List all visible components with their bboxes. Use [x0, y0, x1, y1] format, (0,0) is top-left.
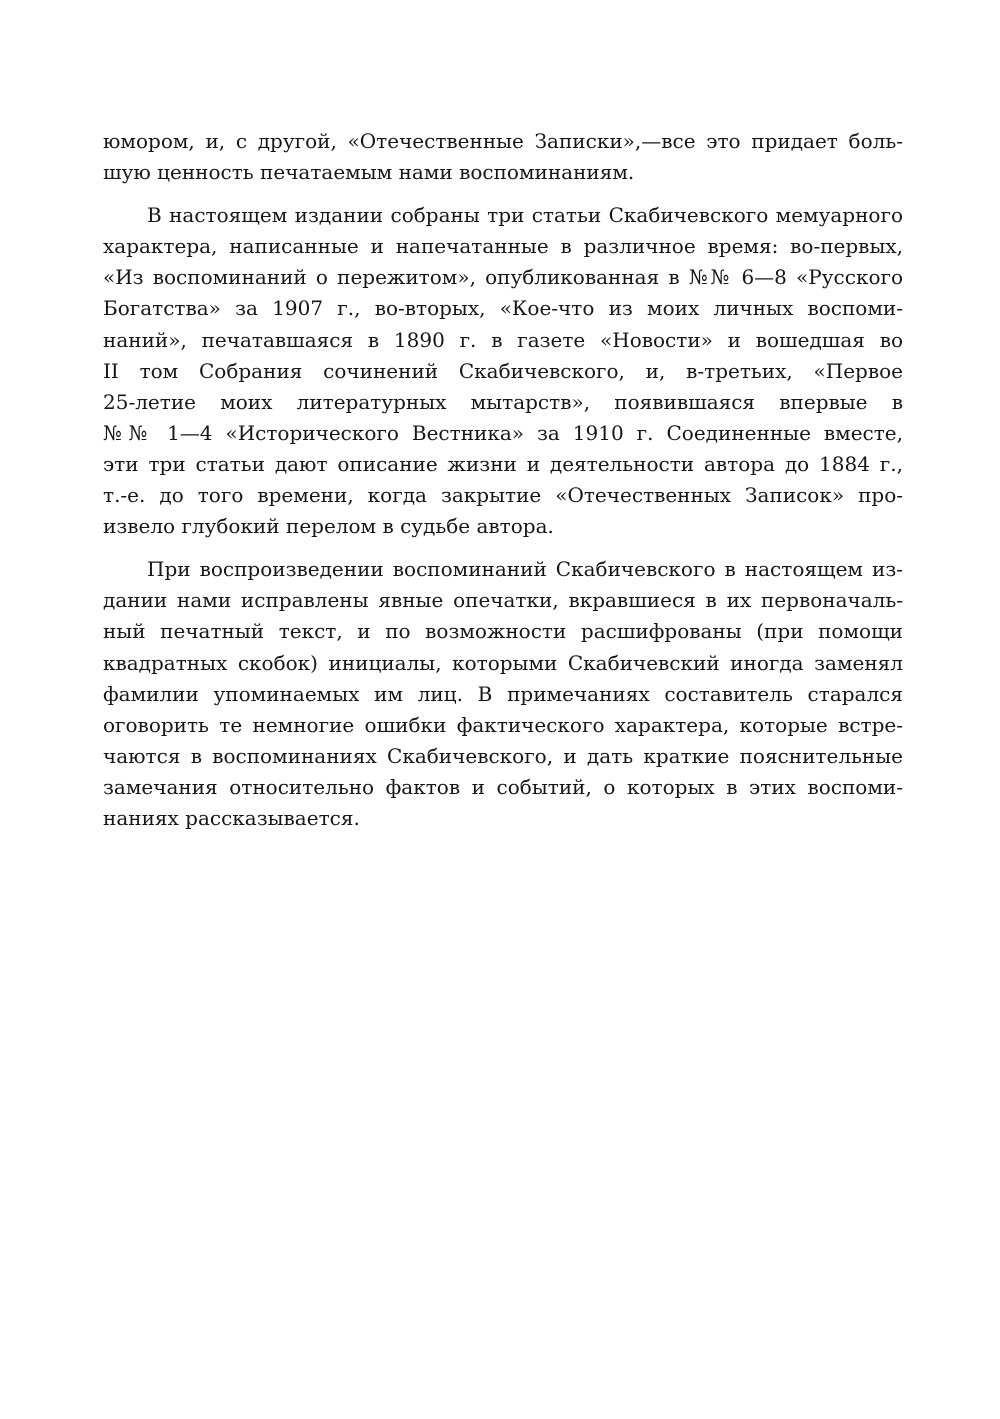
text-line: квадратных скобок) инициалы, которыми Скабичевский иногда заменял	[103, 650, 903, 675]
body-text	[103, 126, 903, 834]
paragraph-spacer	[103, 542, 903, 554]
text-line: II том Собрания сочинений Скабичевского, и, в-третьих, «Первое	[103, 358, 903, 383]
text-line: чаются в воспоминаниях Скабичевского, и дать краткие пояснительные	[103, 743, 903, 768]
text-line: 25-летие моих литературных мытарств», появившаяся впервые в	[103, 389, 903, 414]
text-line: «Из воспоминаний о пережитом», опубликованная в №№ 6—8 «Русского	[103, 265, 903, 290]
text-line: фамилии упоминаемых им лиц. В примечаниях составитель старался	[103, 681, 903, 706]
text-line: юмором, и, с другой, «Отечественные Записки»,—все это придает боль-	[103, 129, 903, 153]
text-line: характера, написанные и напечатанные в различное время: во-первых,	[103, 234, 903, 259]
text-line: наниях рассказывается.	[103, 805, 360, 830]
text-line: шую ценность печатаемым нами воспоминаниям.	[103, 160, 635, 185]
text-line: При воспроизведении воспоминаний Скабичевского в настоящем из-	[147, 557, 903, 582]
text-line: Богатства» за 1907 г., во-вторых, «Кое-что из моих личных воспоми-	[103, 296, 903, 321]
text-line: эти три статьи дают описание жизни и деятельности автора до 1884 г.,	[103, 451, 903, 476]
text-line: наний», печатавшаяся в 1890 г. в газете «Новости» и вошедшая во	[103, 327, 903, 352]
text-line: замечания относительно фактов и событий, о которых в этих воспоми-	[103, 774, 903, 799]
paragraph-continuation	[103, 126, 903, 188]
paragraph-editorial-notes	[103, 554, 903, 834]
text-line: оговорить те немногие ошибки фактического характера, которые встре-	[103, 712, 903, 737]
paragraph-edition-contents	[103, 200, 903, 542]
text-line: т.-е. до того времени, когда закрытие «Отечественных Записок» про-	[103, 483, 903, 508]
text-line: ный печатный текст, и по возможности расшифрованы (при помощи	[103, 619, 903, 644]
text-line: дании нами исправлены явные опечатки, вкравшиеся в их первоначаль-	[103, 588, 903, 613]
text-line: №№ 1—4 «Исторического Вестника» за 1910 г. Соединенные вместе,	[103, 420, 903, 445]
text-line: В настоящем издании собраны три статьи Скабичевского мемуарного	[147, 203, 903, 228]
paragraph-spacer	[103, 188, 903, 200]
text-line: извело глубокий перелом в судьбе автора.	[103, 514, 554, 539]
